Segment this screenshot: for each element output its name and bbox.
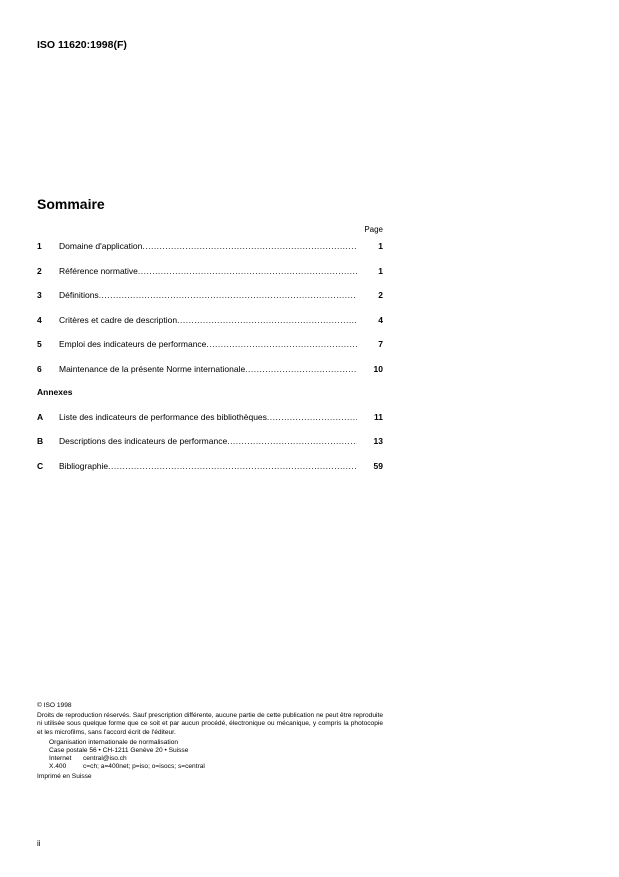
- annex-entry-a[interactable]: [37, 412, 383, 424]
- organisation-name: Organisation internationale de normalisation: [49, 738, 179, 746]
- toc-entry-5[interactable]: [37, 339, 383, 351]
- annex-entry-title: Liste des indicateurs de performance des bibliothèques: [59, 412, 267, 422]
- page-title: Sommaire: [37, 196, 105, 212]
- toc-entry-number: 1: [37, 241, 42, 251]
- toc-entry-title: Domaine d'application: [59, 241, 143, 251]
- internet-address: central@iso.ch: [83, 755, 127, 763]
- annex-entry-letter: C: [37, 461, 44, 471]
- toc-entry-page: 7: [378, 339, 383, 349]
- toc-entry-title: Référence normative: [59, 266, 138, 276]
- annex-entry-page: 13: [373, 436, 383, 446]
- dot-leader: [227, 436, 357, 446]
- toc-entry-number: 5: [37, 339, 42, 349]
- publisher-address: [37, 739, 383, 772]
- rights-statement: Droits de reproduction réservés. Sauf prescription différente, aucune partie de cette publication ne peut être reproduite ni utilisée sous quelque forme que ce soit et par aucun procédé, électronique ou mécanique, y compris la photocopie et les microfilms, sans l'accord écrit de l'éditeur.: [37, 712, 383, 736]
- toc-entry-2[interactable]: [37, 266, 383, 278]
- toc-entry-title: Définitions: [59, 290, 99, 300]
- toc-entry-page: 1: [378, 241, 383, 251]
- toc-entry-title: Critères et cadre de description: [59, 315, 178, 325]
- dot-leader: [142, 241, 357, 251]
- internet-label: Internet: [49, 755, 72, 763]
- toc-entry-1[interactable]: [37, 241, 383, 253]
- document-identifier: ISO 11620:1998(F): [37, 39, 127, 51]
- printed-in: Imprimé en Suisse: [37, 772, 92, 780]
- dot-leader: [138, 266, 357, 276]
- annexes-heading: Annexes: [37, 387, 73, 397]
- dot-leader: [245, 364, 357, 374]
- toc-entry-title: Emploi des indicateurs de performance: [59, 339, 207, 349]
- annex-entry-title: Bibliographie: [59, 461, 109, 471]
- page-column-label: Page: [364, 225, 383, 234]
- x400-label: X.400: [49, 763, 67, 771]
- dot-leader: [99, 290, 357, 300]
- annex-entry-letter: A: [37, 412, 44, 422]
- postal-address: Case postale 56 • CH-1211 Genève 20 • Suisse: [49, 747, 189, 755]
- toc-entry-number: 2: [37, 266, 42, 276]
- x400-address: c=ch; a=400net; p=iso; o=isocs; s=central: [83, 763, 205, 771]
- toc-entry-page: 1: [378, 266, 383, 276]
- annex-entry-title: Descriptions des indicateurs de performance: [59, 436, 228, 446]
- toc-entry-number: 3: [37, 290, 42, 300]
- toc-entry-number: 4: [37, 315, 42, 325]
- dot-leader: [267, 412, 357, 422]
- annex-entry-b[interactable]: [37, 436, 383, 448]
- toc-entry-3[interactable]: [37, 290, 383, 302]
- toc-entry-page: 10: [373, 364, 383, 374]
- toc-entry-page: 4: [378, 315, 383, 325]
- copyright-block: [37, 702, 383, 781]
- dot-leader: [206, 339, 357, 349]
- annex-entry-page: 59: [373, 461, 383, 471]
- copyright-notice: © ISO 1998: [37, 702, 72, 709]
- toc-entry-page: 2: [378, 290, 383, 300]
- annex-entry-letter: B: [37, 436, 44, 446]
- toc-entry-6[interactable]: [37, 364, 383, 376]
- toc-entry-4[interactable]: [37, 315, 383, 327]
- dot-leader: [108, 461, 357, 471]
- dot-leader: [177, 315, 357, 325]
- annex-entry-c[interactable]: [37, 461, 383, 473]
- toc-entry-number: 6: [37, 364, 42, 374]
- annex-entry-page: 11: [374, 412, 383, 422]
- toc-entry-title: Maintenance de la présente Norme internationale: [59, 364, 246, 374]
- page-number: ii: [37, 839, 41, 848]
